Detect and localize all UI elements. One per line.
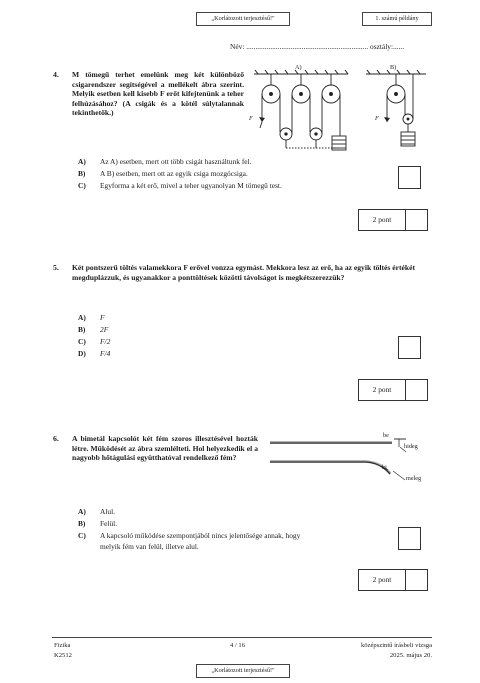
name-class-field: Név: .................................................................. osztály:......: [230, 42, 405, 51]
pulley-system-b: [384, 74, 415, 146]
restricted-label-bottom: „Korlátozott terjesztésű!": [196, 664, 290, 678]
q6-answer-box[interactable]: [398, 527, 421, 550]
q6-prompt: A bimetál kapcsolót két fém szoros illesztésével hozták létre. Működését az ábra szemlélteti. Hol helyezkedik el a nagyobb hőtágulási együtthatóval rendelkező fém?: [72, 434, 258, 463]
label-ki: ki: [382, 464, 387, 471]
q6-option-b[interactable]: [78, 519, 117, 528]
points-label: 2 pont: [359, 380, 406, 400]
copy-number-label: 1. számú példány: [362, 12, 432, 26]
q4-option-b[interactable]: [78, 169, 248, 178]
restricted-label-top: „Korlátozott terjesztésű!": [196, 12, 290, 26]
option-letter: C): [78, 531, 86, 540]
option-text: Alul.: [100, 507, 115, 516]
option-text: Az A) esetben, mert ott több csigát használtunk fel.: [100, 157, 252, 166]
option-letter: B): [78, 169, 86, 178]
option-text: A B) esetben, mert ott az egyik csiga mozgócsiga.: [100, 169, 248, 178]
footer-date: 2025. május 20.: [389, 652, 432, 659]
q6-option-c-continued: melyik fém van felül, illetve alul.: [100, 542, 199, 551]
force-label-a: F: [249, 115, 253, 122]
points-label: 2 pont: [359, 210, 406, 230]
option-text: A kapcsoló működése szempontjából nincs jelentősége annak, hogy: [100, 531, 301, 540]
q4-prompt: M tömegű terhet emelünk meg két különböző csigarendszer segítségével a mellékelt ábra szerint. Melyik esetben kell kisebb F erőt kifejtenünk a teher felhúzásához? (A csigák és a kötél súlytalannak tekinthetők.): [72, 70, 244, 118]
option-text: Felül.: [100, 519, 118, 528]
option-letter: C): [78, 181, 86, 190]
option-text: F/2: [100, 337, 111, 346]
option-letter: C): [78, 337, 86, 346]
option-letter: A): [78, 313, 86, 322]
footer-subject: Fizika: [54, 642, 71, 649]
label-hideg: hideg: [404, 443, 418, 450]
q4-answer-box[interactable]: [398, 166, 421, 189]
option-text: F/4: [100, 349, 111, 358]
q4-option-a[interactable]: [78, 157, 251, 166]
points-label: 2 pont: [359, 570, 406, 590]
option-letter: D): [78, 349, 86, 358]
option-text: F: [100, 313, 105, 322]
bimetal-strip-hot: [270, 462, 390, 474]
q6-option-c[interactable]: [78, 531, 300, 540]
figure-label-b: B): [390, 64, 397, 71]
q6-points-box: [358, 569, 428, 591]
option-letter: A): [78, 157, 86, 166]
q5-prompt: Két pontszerű töltés valamekkora F erővel vonzza egymást. Mekkora lesz az erő, ha az egyik töltés értékét megduplázzuk, és ugyanakkor a ponttöltések közötti távolságot is megkétszerezzük?: [72, 263, 416, 282]
q5-option-c[interactable]: [78, 337, 110, 346]
q5-option-b[interactable]: [78, 325, 108, 334]
label-be: be: [383, 432, 389, 439]
footer-divider: [52, 637, 432, 638]
q5-option-a[interactable]: [78, 313, 105, 322]
q4-option-c[interactable]: [78, 181, 282, 190]
q5-points-box: [358, 379, 428, 401]
label-meleg: meleg: [406, 475, 422, 482]
option-text: Egyforma a két erő, mivel a teher ugyanolyan M tömegű test.: [100, 181, 282, 190]
figure-label-a: A): [295, 64, 302, 71]
pulley-system-a: [259, 74, 346, 150]
q6-number: 6.: [53, 434, 59, 443]
q5-answer-box[interactable]: [398, 336, 421, 359]
force-label-b: F: [375, 115, 379, 122]
footer-page: 4 / 16: [230, 642, 246, 649]
q5-number: 5.: [53, 263, 59, 272]
q4-points-box: [358, 209, 428, 231]
option-letter: B): [78, 519, 86, 528]
q5-option-d[interactable]: [78, 349, 110, 358]
footer-code: K2512: [54, 652, 72, 659]
pulley-figure: [246, 64, 434, 156]
footer-exam: középszintű írásbeli vizsga: [360, 642, 432, 649]
option-letter: B): [78, 325, 86, 334]
option-letter: A): [78, 507, 86, 516]
option-text: 2F: [100, 325, 109, 334]
q4-number: 4.: [53, 70, 59, 79]
q6-option-a[interactable]: [78, 507, 115, 516]
